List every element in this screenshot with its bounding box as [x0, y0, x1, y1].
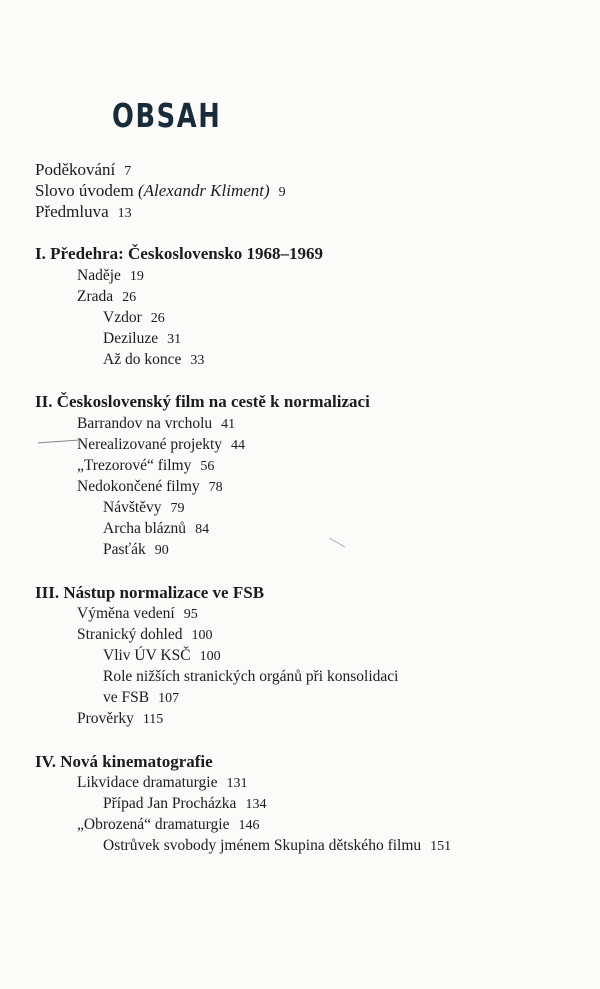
toc-entry[interactable]	[35, 160, 131, 180]
toc-entry-page: 146	[238, 818, 260, 833]
toc-entry[interactable]	[103, 689, 179, 707]
contents-heading: OBSAH	[112, 96, 222, 135]
toc-entry-page: 84	[195, 522, 210, 537]
toc-entry-page: 41	[221, 417, 236, 432]
toc-entry-label: Až do konce	[103, 351, 182, 368]
toc-entry-page: 19	[129, 269, 144, 284]
toc-entry[interactable]	[77, 478, 223, 496]
toc-entry-page: 134	[245, 797, 267, 812]
toc-entry-label: Archa bláznů	[103, 520, 187, 537]
toc-entry-page: 26	[122, 290, 137, 305]
toc-entry-label: ve FSB	[103, 689, 150, 706]
toc-entry[interactable]	[77, 626, 212, 644]
toc-entry-label: Předmluva	[35, 202, 109, 221]
scan-mark	[329, 538, 345, 548]
toc-entry-label: „Obrozená“ dramaturgie	[77, 816, 230, 833]
toc-entry-page: 100	[199, 649, 221, 664]
toc-entry-label: Ostrůvek svobody jménem Skupina dětského filmu	[103, 837, 422, 854]
toc-entry-page: 115	[142, 712, 164, 727]
toc-entry[interactable]	[77, 605, 198, 623]
part-title[interactable]: II. Československý film na cestě k normalizaci	[35, 392, 370, 411]
toc-entry[interactable]	[77, 774, 247, 792]
toc-entry[interactable]	[77, 710, 163, 728]
toc-entry[interactable]	[103, 351, 204, 369]
toc-entry-label: Nedokončené filmy	[77, 478, 200, 495]
toc-entry-page: 31	[167, 332, 182, 347]
toc-entry[interactable]	[103, 647, 221, 665]
scan-mark	[38, 440, 78, 444]
toc-entry[interactable]	[35, 181, 286, 201]
toc-entry[interactable]	[77, 457, 214, 475]
toc-entry-page: 79	[170, 501, 185, 516]
toc-entry[interactable]	[103, 837, 451, 855]
toc-entry-label: Případ Jan Procházka	[103, 795, 237, 812]
toc-entry[interactable]	[103, 309, 165, 327]
toc-entry-label: Prověrky	[77, 710, 134, 727]
toc-entry[interactable]	[103, 668, 398, 686]
toc-entry-page: 131	[226, 776, 248, 791]
toc-entry-label: Slovo úvodem	[35, 181, 138, 200]
toc-entry-page: 56	[200, 459, 215, 474]
toc-entry-label: Deziluze	[103, 330, 159, 347]
toc-entry-page: 90	[154, 543, 169, 558]
toc-entry[interactable]	[103, 520, 209, 538]
toc-entry-page: 7	[124, 164, 132, 179]
toc-entry[interactable]	[77, 288, 136, 306]
toc-entry-label: Barrandov na vrcholu	[77, 415, 213, 432]
toc-entry[interactable]	[77, 436, 245, 454]
toc-entry-label: „Trezorové“ filmy	[77, 457, 192, 474]
toc-entry-label: Zrada	[77, 288, 114, 305]
toc-entry-label: Návštěvy	[103, 499, 162, 516]
toc-entry-page: 33	[190, 353, 205, 368]
toc-entry-label: Pasťák	[103, 541, 146, 558]
toc-entry-page: 100	[191, 628, 213, 643]
toc-entry-page: 13	[117, 206, 132, 221]
toc-entry-page: 44	[231, 438, 246, 453]
toc-entry[interactable]	[103, 541, 169, 559]
toc-entry[interactable]	[103, 499, 185, 517]
toc-entry-page: 78	[208, 480, 223, 495]
toc-entry-label: Vzdor	[103, 309, 142, 326]
part-title[interactable]: III. Nástup normalizace ve FSB	[35, 583, 265, 602]
toc-entry-label: Role nižších stranických orgánů při konsolidaci	[103, 668, 399, 685]
toc-entry-label: Nerealizované projekty	[77, 436, 223, 453]
toc-entry-author: (Alexandr Kliment)	[137, 181, 270, 200]
toc-entry-page: 26	[150, 311, 165, 326]
toc-entry-label: Naděje	[77, 267, 121, 284]
toc-entry[interactable]	[103, 795, 266, 813]
toc-entry-label: Stranický dohled	[77, 626, 183, 643]
toc-entry[interactable]	[77, 415, 235, 433]
toc-entry[interactable]	[77, 816, 259, 834]
toc-entry-page: 9	[278, 185, 286, 200]
toc-entry[interactable]	[103, 330, 181, 348]
toc-entry-label: Poděkování	[35, 160, 116, 179]
toc-entry-label: Výměna vedení	[77, 605, 175, 622]
toc-entry[interactable]	[77, 267, 144, 285]
toc-entry-label: Vliv ÚV KSČ	[103, 647, 191, 664]
part-title[interactable]: IV. Nová kinematografie	[35, 752, 213, 771]
toc-entry-page: 151	[430, 839, 452, 854]
part-title[interactable]: I. Předehra: Československo 1968–1969	[35, 244, 324, 263]
toc-entry-page: 95	[183, 607, 198, 622]
toc-entry-label: Likvidace dramaturgie	[77, 774, 218, 791]
toc-entry-page: 107	[158, 691, 180, 706]
toc-entry[interactable]	[35, 202, 132, 222]
